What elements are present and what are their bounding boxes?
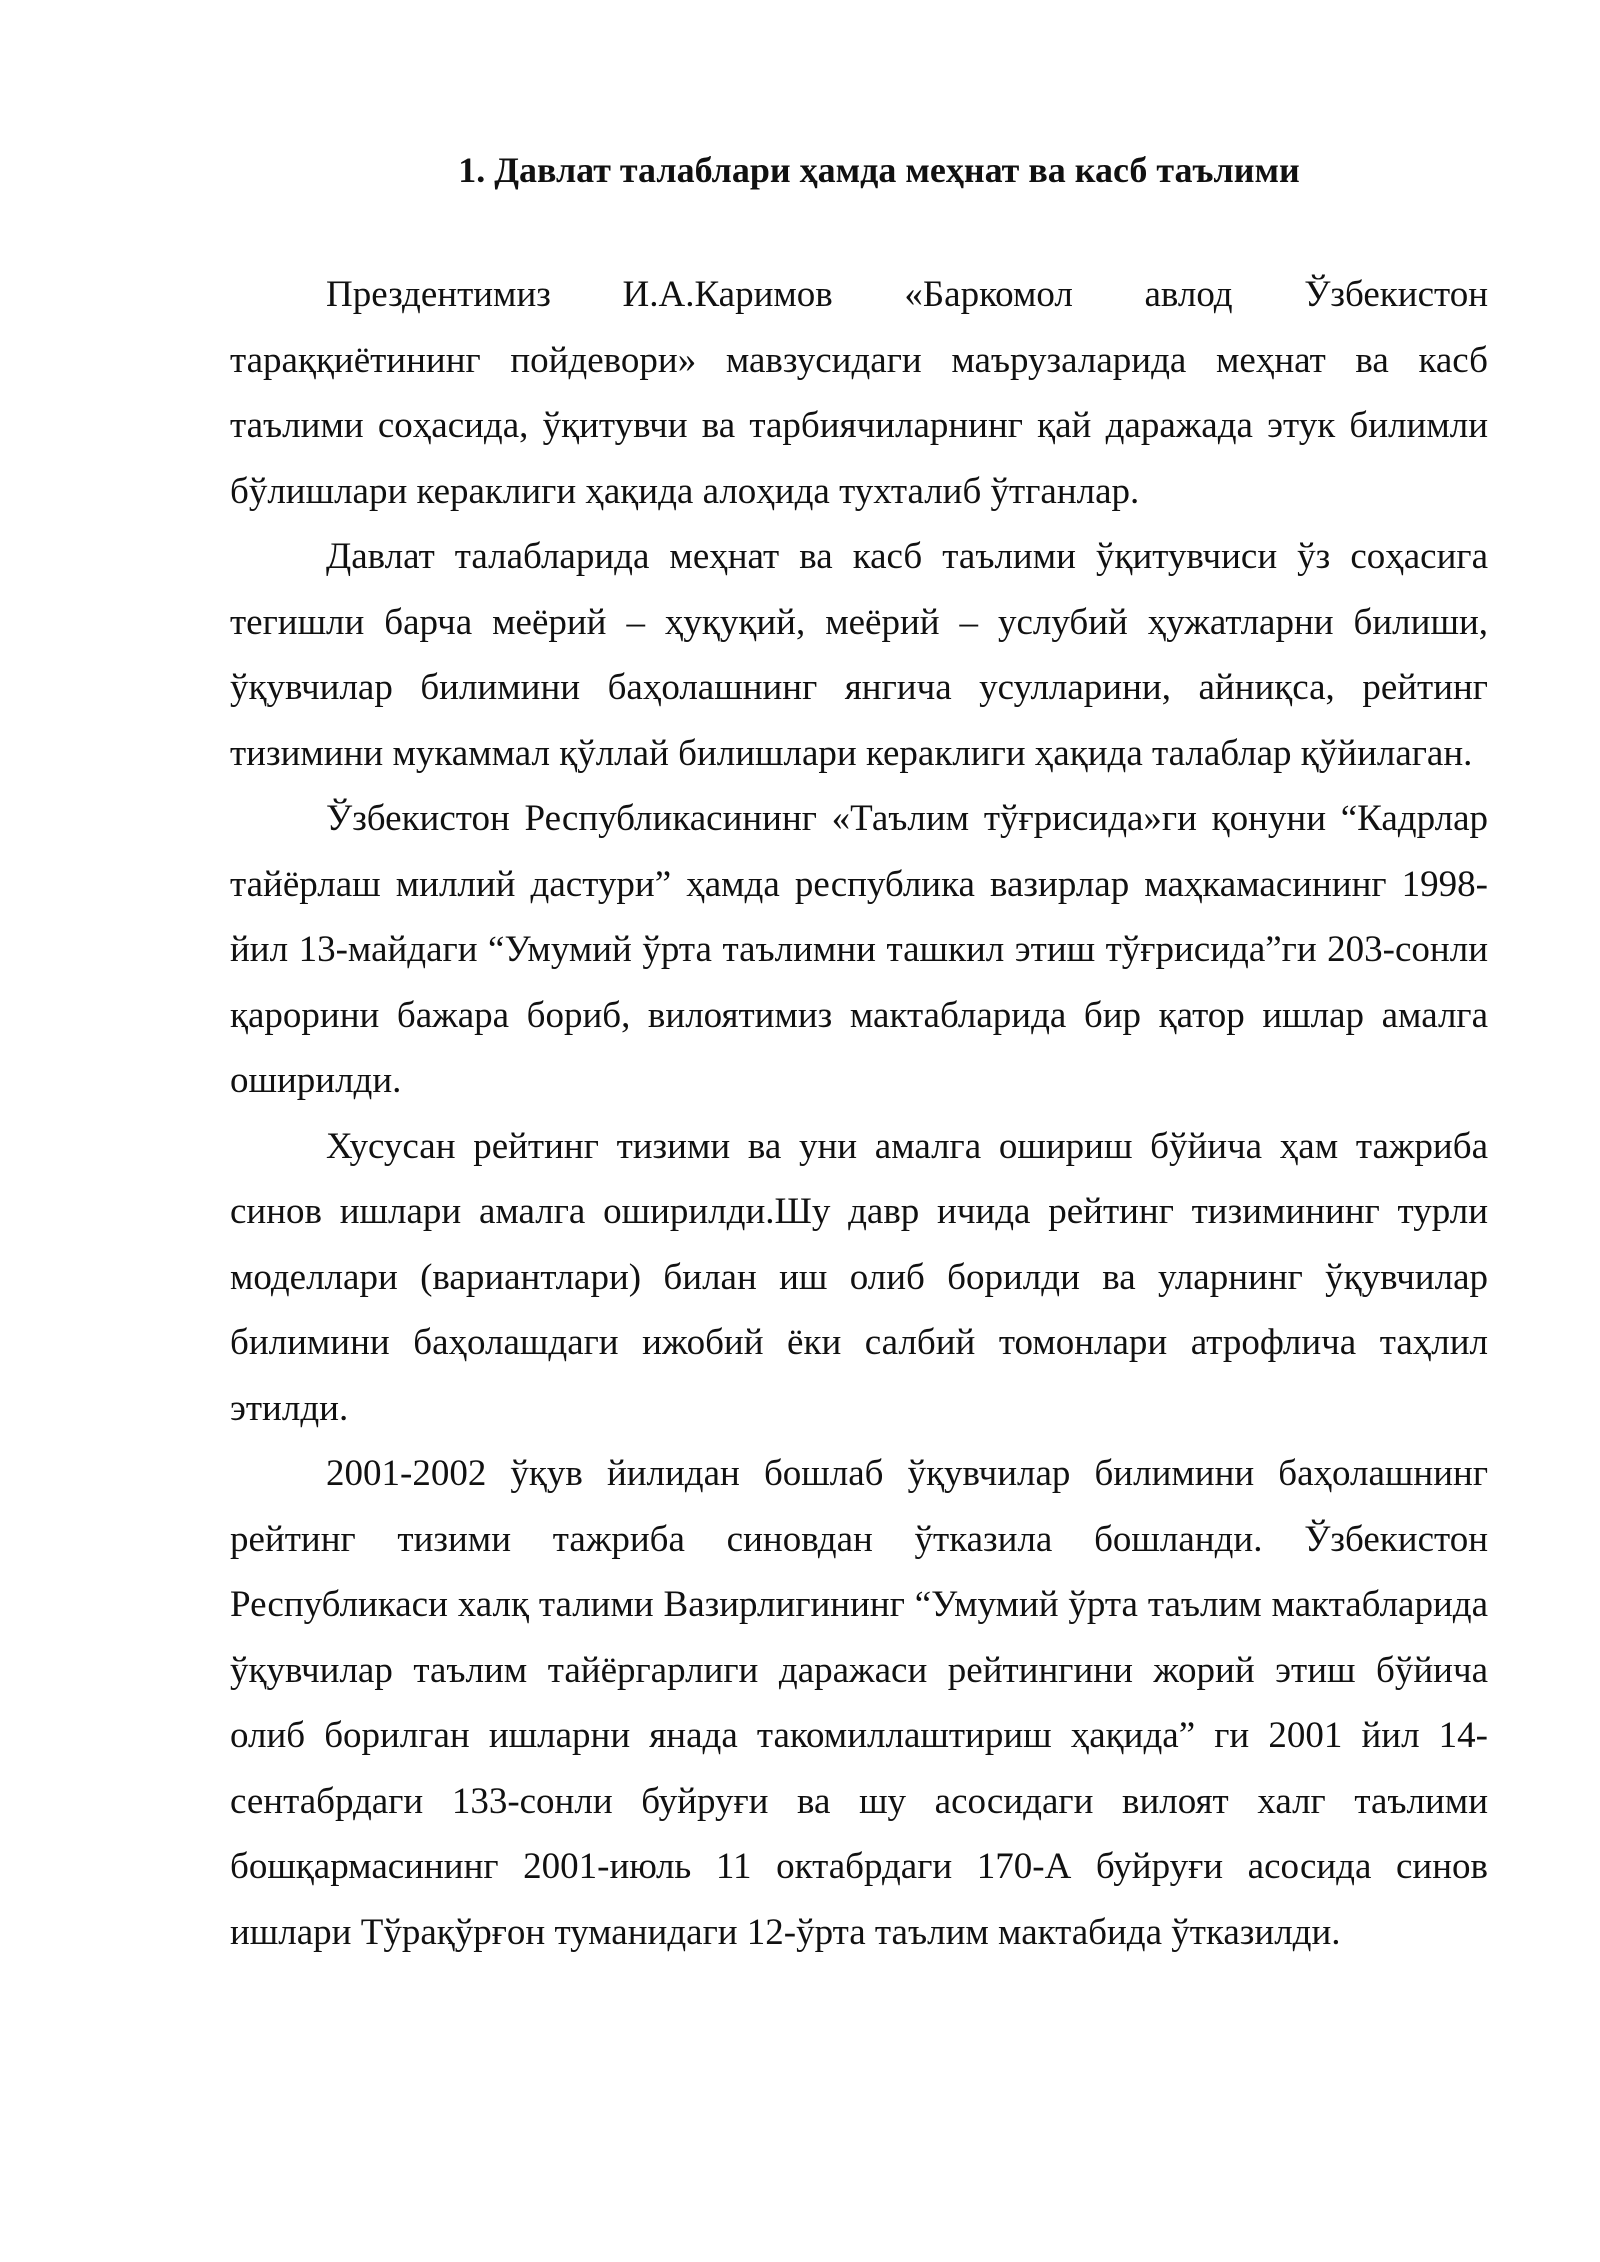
- paragraph-4: Хусусан рейтинг тизими ва уни амалга ошириш бўйича ҳам тажриба синов ишлари амалга оширилди.Шу давр ичида рейтинг тизимининг турли моделлари (вариантлари) билан иш олиб борилди ва уларнинг ўқувчилар билимини баҳолашдаги ижобий ёки салбий томонлари атрофлича таҳлил этилди.: [230, 1125, 1488, 1429]
- section-heading: 1. Давлат талаблари ҳамда меҳнат ва касб таълими: [458, 150, 1300, 190]
- document-body: [230, 140, 1488, 1965]
- paragraph-2: Давлат талабларида меҳнат ва касб таълими ўқитувчиси ўз соҳасига тегишли барча меёрий – ҳуқуқий, меёрий – услубий ҳужатларни билиши, ўқувчилар билимини баҳолашнинг янгича усулларини, айниқса, рейтинг тизимини мукаммал қўллай билишлари кераклиги ҳақида талаблар қўйилаган.: [230, 536, 1488, 774]
- paragraph-1: Прездентимиз И.А.Каримов «Баркомол авлод Ўзбекистон тараққиётининг пойдевори» мавзусидаги маърузаларида меҳнат ва касб таълими соҳасида, ўқитувчи ва тарбиячиларнинг қай даражада этук билимли бўлишлари кераклиги ҳақида алоҳида тухталиб ўтганлар.: [230, 274, 1488, 512]
- paragraph-3: Ўзбекистон Республикасининг «Таълим тўғрисида»ги қонуни “Кадрлар тайёрлаш миллий дастури” ҳамда республика вазирлар маҳкамасининг 1998-йил 13-майдаги “Умумий ўрта таълимни ташкил этиш тўғрисида”ги 203-сонли қарорини бажара бориб, вилоятимиз мактабларида бир қатор ишлар амалга оширилди.: [230, 798, 1488, 1101]
- paragraph-5: 2001-2002 ўқув йилидан бошлаб ўқувчилар билимини баҳолашнинг рейтинг тизими тажриба синовдан ўтказила бошланди. Ўзбекистон Республикаси халқ талими Вазирлигининг “Умумий ўрта таълим мактабларида ўқувчилар таълим тайёргарлиги даражаси рейтингини жорий этиш бўйича олиб борилган ишларни янада такомиллаштириш ҳақида” ги 2001 йил 14-сентабрдаги 133-сонли буйруғи ва шу асосидаги вилоят халг таълими бошқармасининг 2001-июль 11 октабрдаги 170-А буйруғи асосида синов ишлари Тўрақўрғон туманидаги 12-ўрта таълим мактабида ўтказилди.: [230, 1453, 1488, 1953]
